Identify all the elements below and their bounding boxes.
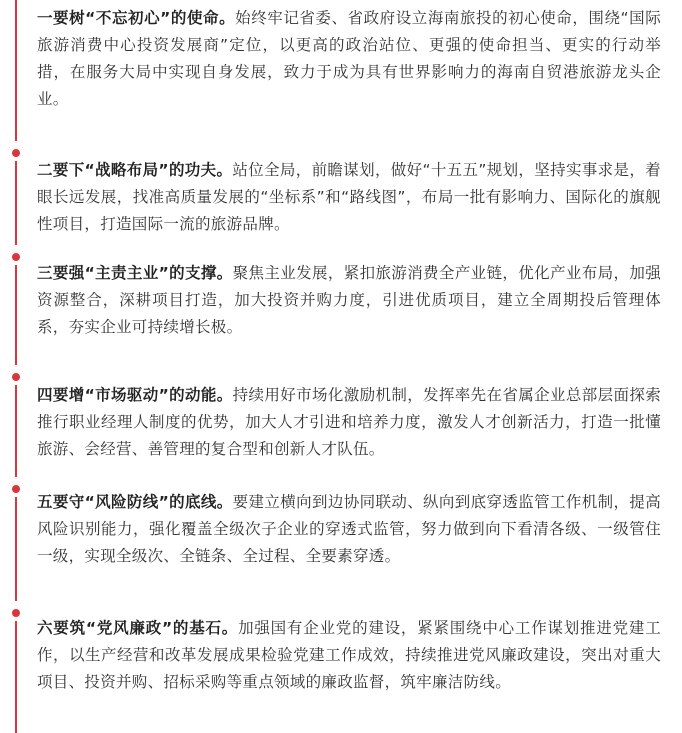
section-body: 要建立横向到边协同联动、纵向到底穿透监管工作机制，提高风险识别能力，强化覆盖全级次子企业的穿透式监管，努力做到向下看清各级、一级管住一级，实现全级次、全链条、全过程、全要素穿透。 [37, 493, 661, 565]
article-section [37, 5, 661, 113]
timeline-dot-icon [12, 485, 20, 493]
article-section [37, 489, 661, 570]
article-section [37, 157, 661, 238]
timeline-segment [15, 265, 17, 365]
section-body: 站位全局，前瞻谋划，做好“十五五”规划，坚持实事求是，着眼长远发展，找准高质量发展的“坐标系”和“路线图”，布局一批有影响力、国际化的旗舰性项目，打造国际一流的旅游品牌。 [37, 161, 661, 233]
section-lead: 四要增“市场驱动”的动能。 [37, 386, 233, 404]
timeline-dot-icon [12, 253, 20, 261]
timeline-segment [15, 161, 17, 245]
timeline-segment [15, 385, 17, 477]
section-lead: 六要筑“党风廉政”的基石。 [37, 619, 239, 637]
article-section [37, 260, 661, 341]
timeline-segment [15, 621, 17, 733]
section-body: 聚焦主业发展，紧扣旅游消费全产业链，优化产业布局，加强资源整合，深耕项目打造，加大投资并购力度，引进优质项目，建立全周期投后管理体系，夯实企业可持续增长极。 [37, 264, 661, 336]
section-lead: 五要守“风险防线”的底线。 [37, 493, 233, 511]
section-lead: 一要树“不忘初心”的使命。 [37, 9, 236, 27]
timeline-dot-icon [12, 609, 20, 617]
timeline-dot-icon [12, 149, 20, 157]
section-body: 始终牢记省委、省政府设立海南旅投的初心使命，围绕“国际旅游消费中心投资发展商”定位，以更高的政治站位、更强的使命担当、更实的行动举措，在服务大局中实现自身发展，致力于成为具有世界影响力的海南自贸港旅游龙头企业。 [37, 9, 661, 108]
timeline-segment [15, 497, 17, 601]
article-section [37, 615, 661, 696]
article-section [37, 382, 661, 463]
section-lead: 二要下“战略布局”的功夫。 [37, 161, 233, 179]
section-body: 持续用好市场化激励机制，发挥率先在省属企业总部层面探索推行职业经理人制度的优势，加大人才引进和培养力度，激发人才创新活力，打造一批懂旅游、会经营、善管理的复合型和创新人才队伍。 [37, 386, 661, 458]
section-body: 加强国有企业党的建设，紧紧围绕中心工作谋划推进党建工作，以生产经营和改革发展成果检验党建工作成效，持续推进党风廉政建设，突出对重大项目、投资并购、招标采购等重点领域的廉政监督，筑牢廉洁防线。 [37, 619, 661, 691]
section-lead: 三要强“主责主业”的支撑。 [37, 264, 233, 282]
timeline-dot-icon [12, 373, 20, 381]
timeline-segment [15, 0, 17, 141]
